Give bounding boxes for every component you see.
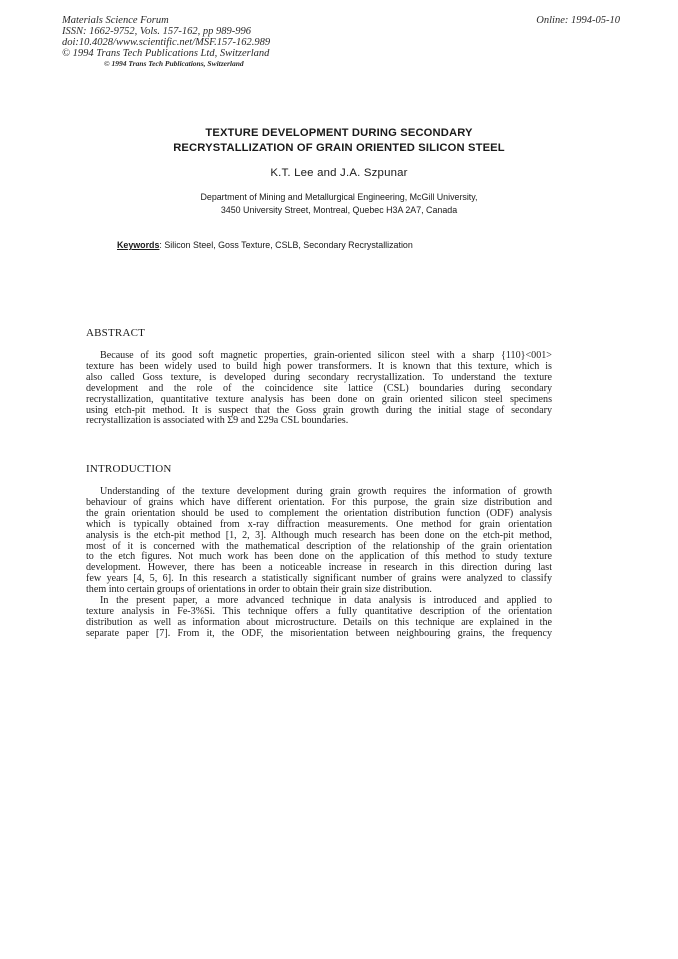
abstract-line: Because of its good soft magnetic properties, grain-oriented silicon steel with a sharp {110}<001> — [100, 350, 552, 361]
keywords-text: : Silicon Steel, Goss Texture, CSLB, Secondary Recrystallization — [159, 240, 413, 250]
abstract-line: development and the role of the coincidence site lattice (CSL) boundaries during secondary — [86, 382, 552, 394]
publication-header — [62, 15, 392, 69]
intro-line: distribution as well as information about microstructure. Details on this technique are explained in the — [86, 616, 552, 628]
authors: K.T. Lee and J.A. Szpunar — [270, 167, 408, 179]
abstract-heading: ABSTRACT — [86, 327, 146, 339]
intro-line: the grain orientation should be used to complement the orientation distribution function (ODF) analysis — [86, 507, 552, 519]
abstract-line: also called Goss texture, is developed during secondary recrystallization. To understand the texture — [86, 371, 552, 383]
doi-line: doi:10.4028/www.scientific.net/MSF.157-162.989 — [62, 37, 271, 48]
intro-line: development. However, there has been a noticeable increase in research in this direction during last — [86, 562, 552, 574]
affiliation-line-1: Department of Mining and Metallurgical Engineering, McGill University, — [200, 192, 478, 202]
keywords — [117, 240, 577, 250]
intro-line: them into certain groups of orientations in order to obtain their grain size distribution. — [86, 584, 432, 596]
affiliation — [100, 191, 578, 217]
title-line-2: RECRYSTALLIZATION OF GRAIN ORIENTED SILICON STEEL — [173, 142, 505, 154]
intro-line: behaviour of grains which have different orientation. For this purpose, the grain size distribution and — [86, 496, 552, 508]
intro-line: texture analysis in Fe-3%Si. This technique offers a fully quantitative description of the orientation — [86, 605, 552, 617]
journal-name: Materials Science Forum — [62, 15, 169, 26]
introduction-paragraph-1 — [86, 487, 552, 596]
abstract-line: recrystallization is associated with Σ9 and Σ29a CSL boundaries. — [86, 415, 349, 427]
intro-line: which is typically obtained from x-ray diffraction measurements. One method for grain orientation — [86, 518, 552, 530]
abstract-body — [86, 351, 552, 427]
intro-line: to the etch figures. Not much work has been done on the application of this method to study texture — [86, 551, 552, 563]
abstract-line: using etch-pit method. It is suspect that the Goss grain growth during the initial stage of secondary — [86, 404, 552, 416]
intro-line: In the present paper, a more advanced technique in data analysis is introduced and applied to — [100, 595, 552, 606]
issn-line: ISSN: 1662-9752, Vols. 157-162, pp 989-996 — [62, 26, 251, 37]
abstract-line: recrystallization, quantitative texture analysis has been done on grain oriented silicon steel specimens — [86, 393, 552, 405]
introduction-paragraph-2 — [86, 596, 552, 640]
small-copyright-line: © 1994 Trans Tech Publications, Switzerland — [104, 59, 244, 68]
copyright-line: © 1994 Trans Tech Publications Ltd, Switzerland — [62, 48, 270, 59]
intro-line: most of it is concerned with the mathematical description of the relationship of the grain orientation — [86, 540, 552, 552]
title-line-1: TEXTURE DEVELOPMENT DURING SECONDARY — [205, 127, 473, 139]
paper-title — [100, 126, 578, 156]
keywords-label: Keywords — [117, 240, 160, 250]
abstract-line: texture has been widely used to build high power transformers. It is known that this texture, which is — [86, 360, 552, 372]
intro-line: few years [4, 5, 6]. In this research a statistically significant number of grains were analyzed to classify — [86, 573, 552, 585]
online-date: Online: 1994-05-10 — [536, 15, 620, 26]
intro-line: analysis is the etch-pit method [1, 2, 3]. Although much research has been done on the etch-pit method, — [86, 529, 552, 541]
intro-line: Understanding of the texture development during grain growth requires the information of growth — [100, 486, 552, 497]
introduction-heading: INTRODUCTION — [86, 463, 172, 475]
intro-line: separate paper [7]. From it, the ODF, the misorientation between neighbouring grains, the frequency — [86, 627, 552, 639]
affiliation-line-2: 3450 University Street, Montreal, Quebec H3A 2A7, Canada — [220, 205, 458, 215]
